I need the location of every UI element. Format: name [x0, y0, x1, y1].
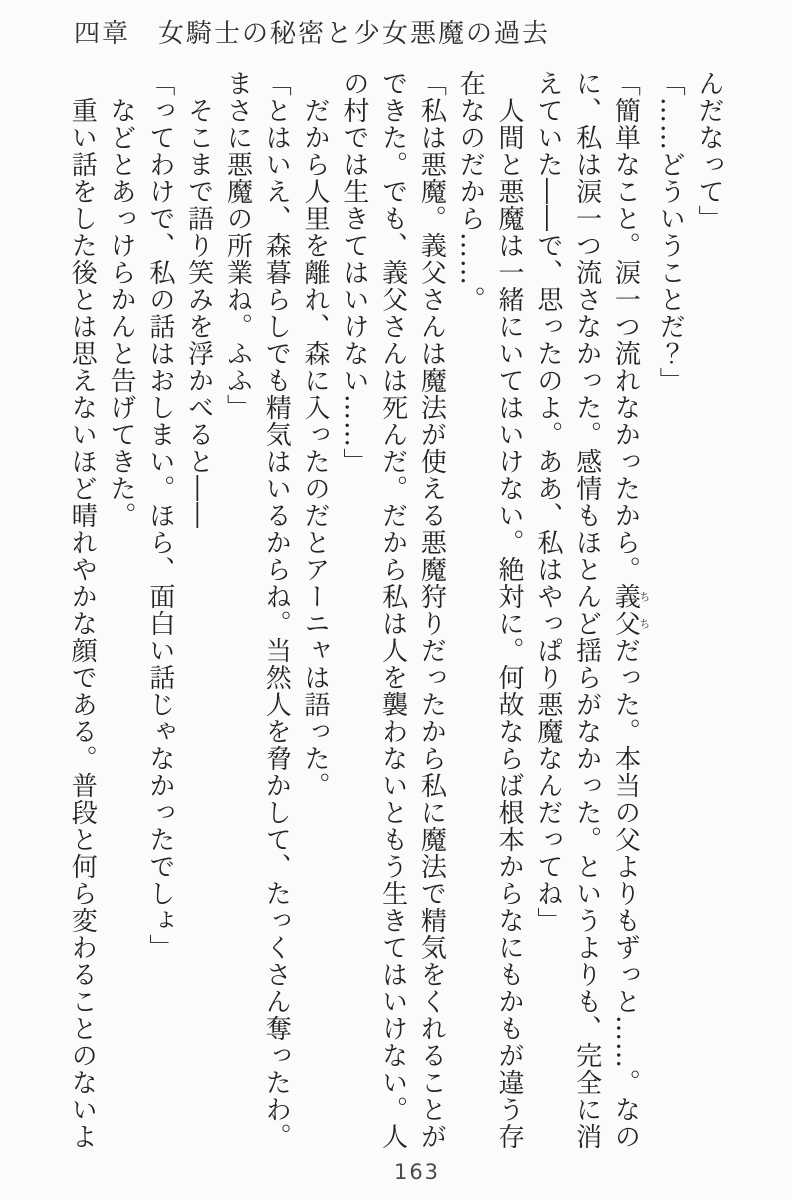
text-column: などとあっけらかんと告げてきた。	[106, 97, 137, 529]
text-column: そこまで語り笑みを浮かべると――	[183, 97, 214, 529]
text-column: 在なのだから……。	[455, 70, 486, 313]
text-column: まさに悪魔の所業ね。ふふ」	[222, 70, 253, 421]
text-column: 「……どういうことだ？」	[655, 70, 686, 394]
page-number: 163	[393, 1160, 441, 1184]
text-columns	[62, 70, 728, 1152]
chapter-header: 四章 女騎士の秘密と少女悪魔の過去	[74, 19, 551, 49]
text-column: んだなって」	[694, 70, 724, 232]
text-column: の村では生きてはいけない……」	[338, 70, 369, 475]
text-column: に、私は涙一つ流さなかった。感情もほとんど揺らがなかった。というよりも、完全に消	[571, 70, 602, 1150]
furigana-text: ちち	[637, 583, 651, 637]
text-column: 「ってわけで、私の話はおしまい。ほら、面白い話じゃなかったでしょ」	[144, 70, 175, 961]
furigana-ruby: 義父ちち	[610, 583, 651, 637]
text-column: 「私は悪魔。義父さんは魔法が使える悪魔狩りだったから私に魔法で精気をくれることが	[416, 70, 447, 1150]
text-column: できた。でも、義父さんは死んだ。だから私は人を襲わないともう生きてはいけない。人	[377, 70, 408, 1150]
text-column: えていた――で、思ったのよ。ああ、私はやっぱり悪魔なんだってね」	[532, 70, 563, 934]
text-column: 重い話をした後とは思えないほど晴れやかな顔である。普段と何ら変わることのないよ	[67, 97, 98, 1150]
text-column: 人間と悪魔は一緒にいてはいけない。絶対に。何故ならば根本からなにもかもが違う存	[494, 97, 525, 1150]
text-column: 「とはいえ、森暮らしでも精気はいるからね。当然人を脅かして、たっくさん奪ったわ。	[261, 70, 292, 1150]
text-column: 「簡単なこと。涙一つ流れなかったから。義父ちちだった。本当の父よりもずっと……。なの	[610, 70, 651, 1150]
text-column: だから人里を離れ、森に入ったのだとアーニャは語った。	[300, 97, 331, 799]
